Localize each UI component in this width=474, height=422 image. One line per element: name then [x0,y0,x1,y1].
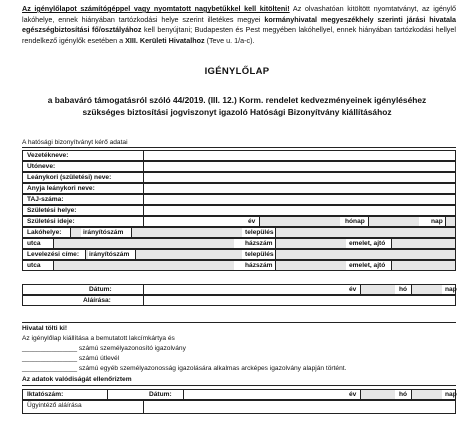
birth-month-field[interactable] [368,217,419,226]
maiden-name-label: Leánykori (születési) neve: [27,174,112,181]
address-postcode-label: irányítószám [83,229,124,236]
address-street-field[interactable] [53,239,234,248]
signature-row [22,295,456,306]
mail-floor-label: emelet, ajtó [349,262,386,269]
office-line4 [22,365,346,372]
cell-divider [143,217,144,226]
sign-date-field[interactable] [143,285,344,294]
address-street-label: utca [27,240,41,247]
intro-paragraph [22,4,456,46]
office-day-label: nap [445,391,457,398]
taj-label: TAJ-száma: [27,196,64,203]
clerk-signature-label: Ügyintéző aláírása [27,402,82,409]
address-floor-label: emelet, ajtó [349,240,386,247]
sign-date-row [22,284,456,295]
office-month-field[interactable] [411,390,442,399]
mail-street-field[interactable] [53,261,234,270]
address-postcode-field[interactable] [131,228,242,237]
clerk-signature-field[interactable] [143,401,455,413]
mail-town-label: település [245,251,274,258]
mail-pc-box1[interactable] [85,250,88,259]
address-town-field[interactable] [275,228,455,237]
sign-day-label: nap [445,286,457,293]
office-blank2: _______________ [22,355,78,362]
mail-postcode-field[interactable] [135,250,242,259]
intro-budapest-office: XIII. Kerületi Hivatalhoz [125,35,205,45]
address-house-label: házszám [245,240,273,247]
sign-date-label: Dátum: [89,286,112,293]
intro-warning: Az igénylőlapot számítógéppel vagy nyomtatott nagybetűkkel kell kitölteni! [22,4,290,13]
intro-text-1: Az olvashatóan kitöltött nyomtatványt, az igénylő lakóhelye, ennek hiányában tartózkodási helye szerint illetékes megyei [22,4,456,24]
mail-house-label: házszám [245,262,273,269]
maiden-name-row [22,172,456,183]
firstname-field[interactable] [143,162,455,171]
address-floor-field[interactable] [391,239,455,248]
mail-street-row [22,260,456,271]
mail-house-field[interactable] [275,261,346,270]
sign-month-label: hó [399,286,408,293]
intro-text-2: kell benyújtani; Budapesten és Pest megyében lakóhellyel, ennek hiányában tartózkodási hellyel rendelkező igénylők esetében a [22,25,456,45]
surname-field[interactable] [143,151,455,160]
office-reg-label: Iktatószám: [27,391,64,398]
firstname-label: Utóneve: [27,163,56,170]
office-passport-text: számú útlevél [77,355,120,362]
office-reg-field[interactable] [107,390,142,399]
office-blank1: _______________ [22,345,78,352]
birth-month-label: hónap [345,218,365,225]
address-street-row [22,238,456,249]
mail-floor-field[interactable] [391,261,455,270]
office-other-id-text: számú egyéb személyazonosság igazolására alkalmas arcképes igazolvány alapján történt. [77,365,347,372]
mail-address-row [22,249,456,260]
birth-day-label: nap [431,218,443,225]
office-header: Hivatal tölti ki! [22,325,68,332]
signature-field[interactable] [143,296,455,305]
sign-year-label: év [349,286,357,293]
mother-name-label: Anyja leánykori neve: [27,185,95,192]
clerk-row [22,400,456,414]
address-label: Lakóhelye: [27,229,62,236]
taj-field[interactable] [143,195,455,204]
office-id-card-text: számú személyazonosító igazolvány [77,345,186,352]
birthplace-row [22,205,456,216]
birthplace-field[interactable] [143,206,455,215]
address-pc-box1[interactable] [70,228,81,237]
intro-office: kormányhivatal megyeszékhely szerinti járási hivatala egészségbiztosítási fő/osztályához [22,14,456,35]
office-line3 [22,355,119,362]
intro-address: (Teve u. 1/a-c). [204,35,255,45]
section-divider [22,147,456,148]
mail-postcode-label: irányítószám [89,251,130,258]
office-date-field[interactable] [183,390,344,399]
taj-row [22,194,456,205]
office-check-divider [22,385,456,386]
birthplace-label: Születési helye: [27,207,77,214]
sign-year-field[interactable] [360,285,395,294]
form-title: IGÉNYLŐLAP [204,66,270,77]
office-year-field[interactable] [360,390,395,399]
form-subtitle-line2: szükséges biztosítási jogviszonyt igazoló Hatósági Bizonyítvány kiállításához [82,107,392,117]
birth-day-field[interactable] [445,217,455,226]
address-town-label: település [245,229,274,236]
birthdate-row [22,216,456,227]
firstname-row [22,161,456,172]
mail-address-label: Levelezési címe: [27,251,80,258]
office-line1: Az igénylőlap kiállítása a bemutatott lakcímkártya és [22,335,175,342]
address-house-field[interactable] [275,239,346,248]
form-subtitle-line1: a babaváró támogatásról szóló 44/2019. (III. 12.) Korm. rendelet kedvezményeinek igényléséhez [47,95,427,105]
surname-row [22,150,456,161]
office-date-label: Dátum: [149,391,172,398]
signature-label: Aláírása: [83,297,111,304]
office-line2 [22,345,186,352]
mail-street-label: utca [27,262,41,269]
form-subtitle [0,94,474,118]
office-blank3: _______________ [22,365,78,372]
birth-year-field[interactable] [259,217,340,226]
mail-town-field[interactable] [275,250,455,259]
sign-month-field[interactable] [411,285,442,294]
surname-label: Vezetékneve: [27,152,69,159]
mother-name-row [22,183,456,194]
applicant-section-header: A hatósági bizonyítványt kérő adatai [22,139,128,146]
office-year-label: év [349,391,357,398]
office-reg-row [22,389,456,400]
birth-year-label: év [248,218,256,225]
maiden-name-field[interactable] [143,173,455,182]
office-check-label: Az adatok valódiságát ellenőriztem [22,376,132,383]
office-month-label: hó [399,391,408,398]
office-divider [22,322,456,323]
address-row [22,227,456,238]
birthdate-label: Születési ideje: [27,218,75,225]
mother-name-field[interactable] [143,184,455,193]
